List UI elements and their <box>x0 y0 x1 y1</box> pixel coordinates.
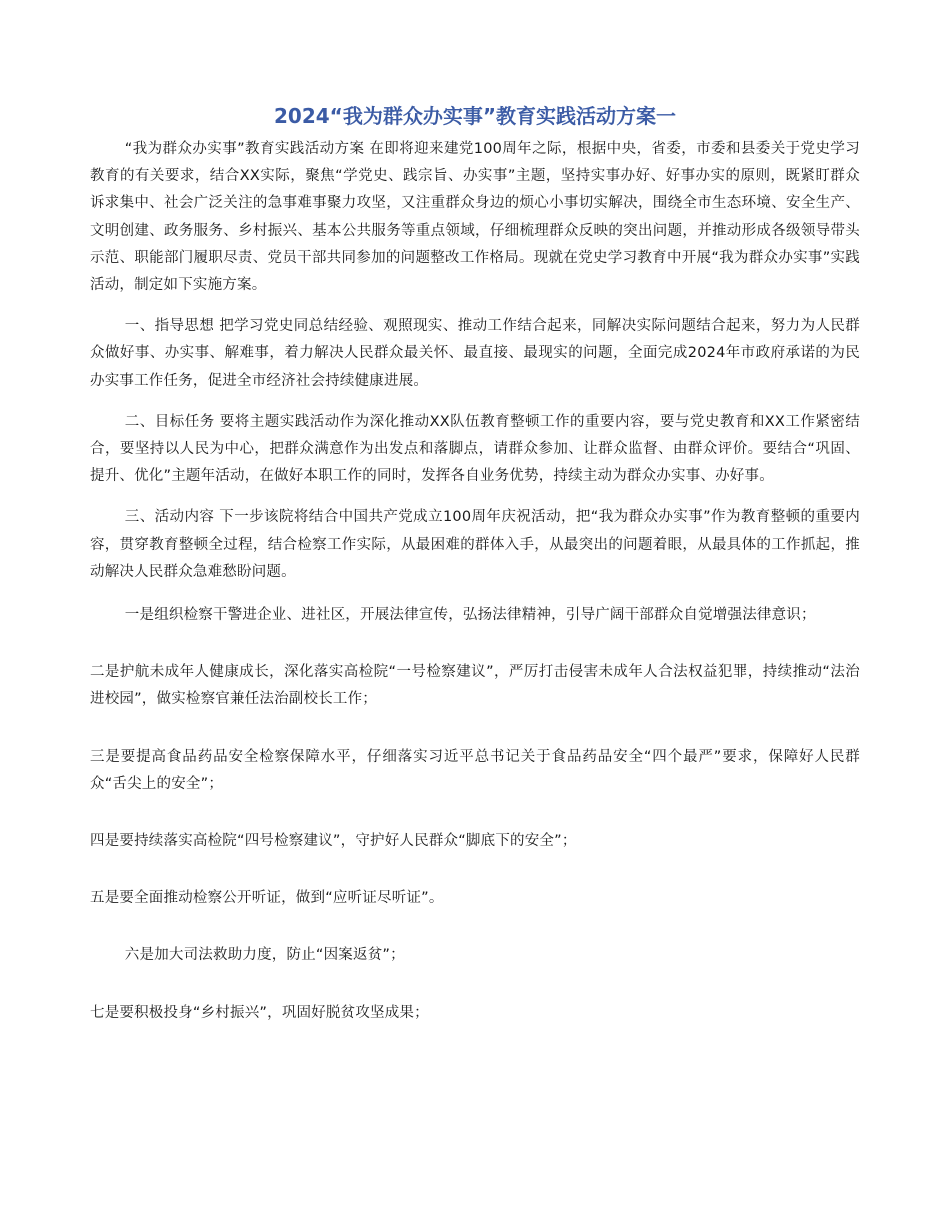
item-1-paragraph: 一是组织检察干警进企业、进社区，开展法律宣传，弘扬法律精神，引导广阔干部群众自觉增强法律意识； <box>124 607 816 624</box>
guiding-ideology-paragraph: 一、指导思想 把学习党史同总结经验、观照现实、推动工作结合起来，同解决实际问题结合起来，努力为人民群众做好事、办实事、解难事，着力解决人民群众最关怀、最直接、最现实的问题，全面完成2024年市政府承诺的为民办实事工作任务，促进全市经济社会持续健康进展。 <box>90 318 860 389</box>
intro-paragraph: “我为群众办实事”教育实践活动方案 在即将迎来建党100周年之际，根据中央，省委，市委和县委关于党史学习教育的有关要求，结合XX实际，聚焦“学党史、践宗旨、办实事”主题，坚持实事办好、好事办实的原则，既紧盯群众诉求集中、社会广泛关注的急事难事聚力攻坚，又注重群众身边的烦心小事切实解决，围绕全市生态环境、安全生产、文明创建、政务服务、乡村振兴、基本公共服务等重点领域，仔细梳理群众反映的突出问题，并推动形成各级领导带头示范、职能部门履职尽责、党员干部共同参加的问题整改工作格局。现就在党史学习教育中开展“我为群众办实事”实践活动，制定如下实施方案。 <box>90 141 860 294</box>
item-7-paragraph: 七是要积极投身“乡村振兴”，巩固好脱贫攻坚成果； <box>90 1004 429 1021</box>
item-6-paragraph: 六是加大司法救助力度，防止“因案返贫”； <box>124 947 405 964</box>
item-3-paragraph: 三是要提高食品药品安全检察保障水平，仔细落实习近平总书记关于食品药品安全“四个最严”要求，保障好人民群众“舌尖上的安全”； <box>90 748 860 792</box>
goals-tasks-paragraph: 二、目标任务 要将主题实践活动作为深化推动XX队伍教育整顿工作的重要内容，要与党史教育和XX工作紧密结合，要坚持以人民为中心，把群众满意作为出发点和落脚点，请群众参加、让群众监督、由群众评价。要结合“巩固、提升、优化”主题年活动，在做好本职工作的同时，发挥各自业务优势，持续主动为群众办实事、办好事。 <box>90 413 860 485</box>
item-4-paragraph: 四是要持续落实高检院“四号检察建议”，守护好人民群众“脚底下的安全”； <box>90 833 577 850</box>
item-2-paragraph: 二是护航未成年人健康成长，深化落实高检院“一号检察建议”，严厉打击侵害未成年人合法权益犯罪，持续推动“法治进校园”，做实检察官兼任法治副校长工作； <box>90 664 860 708</box>
item-5-paragraph: 五是要全面推动检察公开听证，做到“应听证尽听证”。 <box>90 890 444 907</box>
document-title: 2024“我为群众办实事”教育实践活动方案一 <box>274 104 676 128</box>
activity-content-paragraph: 三、活动内容 下一步该院将结合中国共产党成立100周年庆祝活动，把“我为群众办实事”作为教育整顿的重要内容，贯穿教育整顿全过程，结合检察工作实际，从最困难的群体入手，从最突出的问题着眼，从最具体的工作抓起，推动解决人民群众急难愁盼问题。 <box>90 509 860 580</box>
document-page <box>90 100 860 1027</box>
